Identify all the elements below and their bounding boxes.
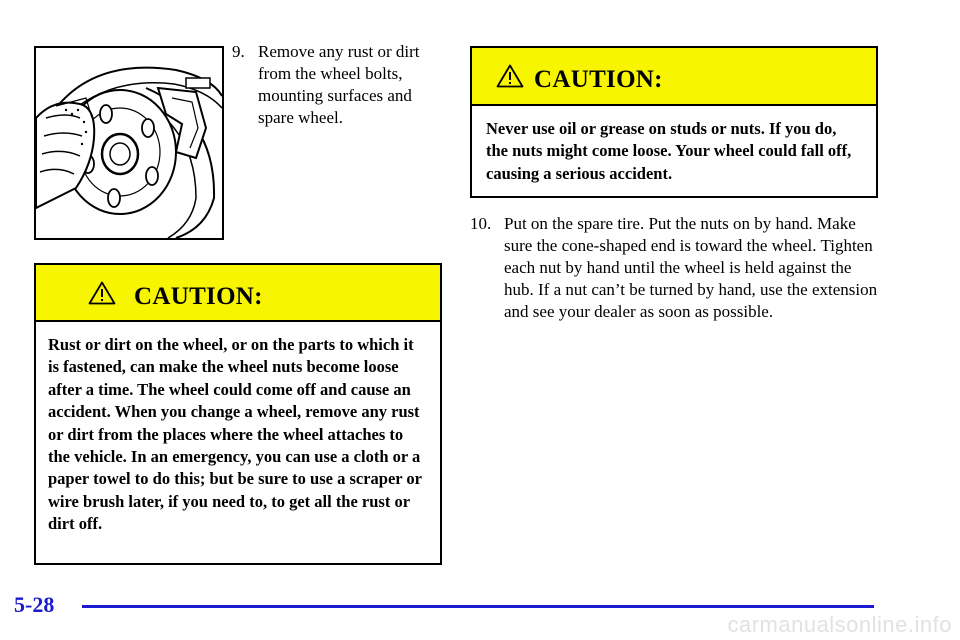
- caution-title: CAUTION:: [534, 66, 663, 93]
- step-number: 9.: [232, 42, 245, 61]
- caution-header: [36, 265, 440, 322]
- wheel-hub-cleaning-icon: [36, 48, 222, 238]
- caution-header: [472, 48, 876, 106]
- step-10: [470, 213, 880, 323]
- step-text: Remove any rust or dirt from the wheel bolts, mounting surfaces and spare wheel.: [258, 42, 420, 127]
- caution-box-rust: [34, 263, 442, 565]
- page-number: 5-28: [14, 592, 55, 617]
- caution-title: CAUTION:: [134, 283, 263, 310]
- step-text: Put on the spare tire. Put the nuts on by hand. Make sure the cone-shaped end is toward the wheel. Tighten each nut by hand until the wheel is held against the hub. If a nut can’t be turned by hand, use the extension and see your dealer as soon as possible.: [504, 214, 878, 321]
- caution-text: Never use oil or grease on studs or nuts. If you do, the nuts might come loose. Your wheel could fall off, causing a serious accident.: [486, 119, 852, 183]
- step-9: [232, 41, 432, 129]
- warning-triangle-icon: [496, 64, 524, 88]
- caution-text: Rust or dirt on the wheel, or on the parts to which it is fastened, can make the wheel nuts become loose after a time. The wheel could come off and cause an accident. When you change a wheel, remove any rust or dirt from the places where the wheel attaches to the vehicle. In an emergency, you can use a cloth or a paper towel to do this; but be sure to use a scraper or wire brush later, if you need to, to get all the rust or dirt off.: [48, 335, 422, 534]
- step-number: 10.: [470, 214, 492, 233]
- warning-triangle-icon: [88, 281, 116, 305]
- caution-box-oil: [470, 46, 878, 198]
- footer-divider: [82, 605, 874, 608]
- wheel-hub-illustration: [34, 46, 224, 240]
- watermark: carmanualsonline.info: [727, 612, 952, 637]
